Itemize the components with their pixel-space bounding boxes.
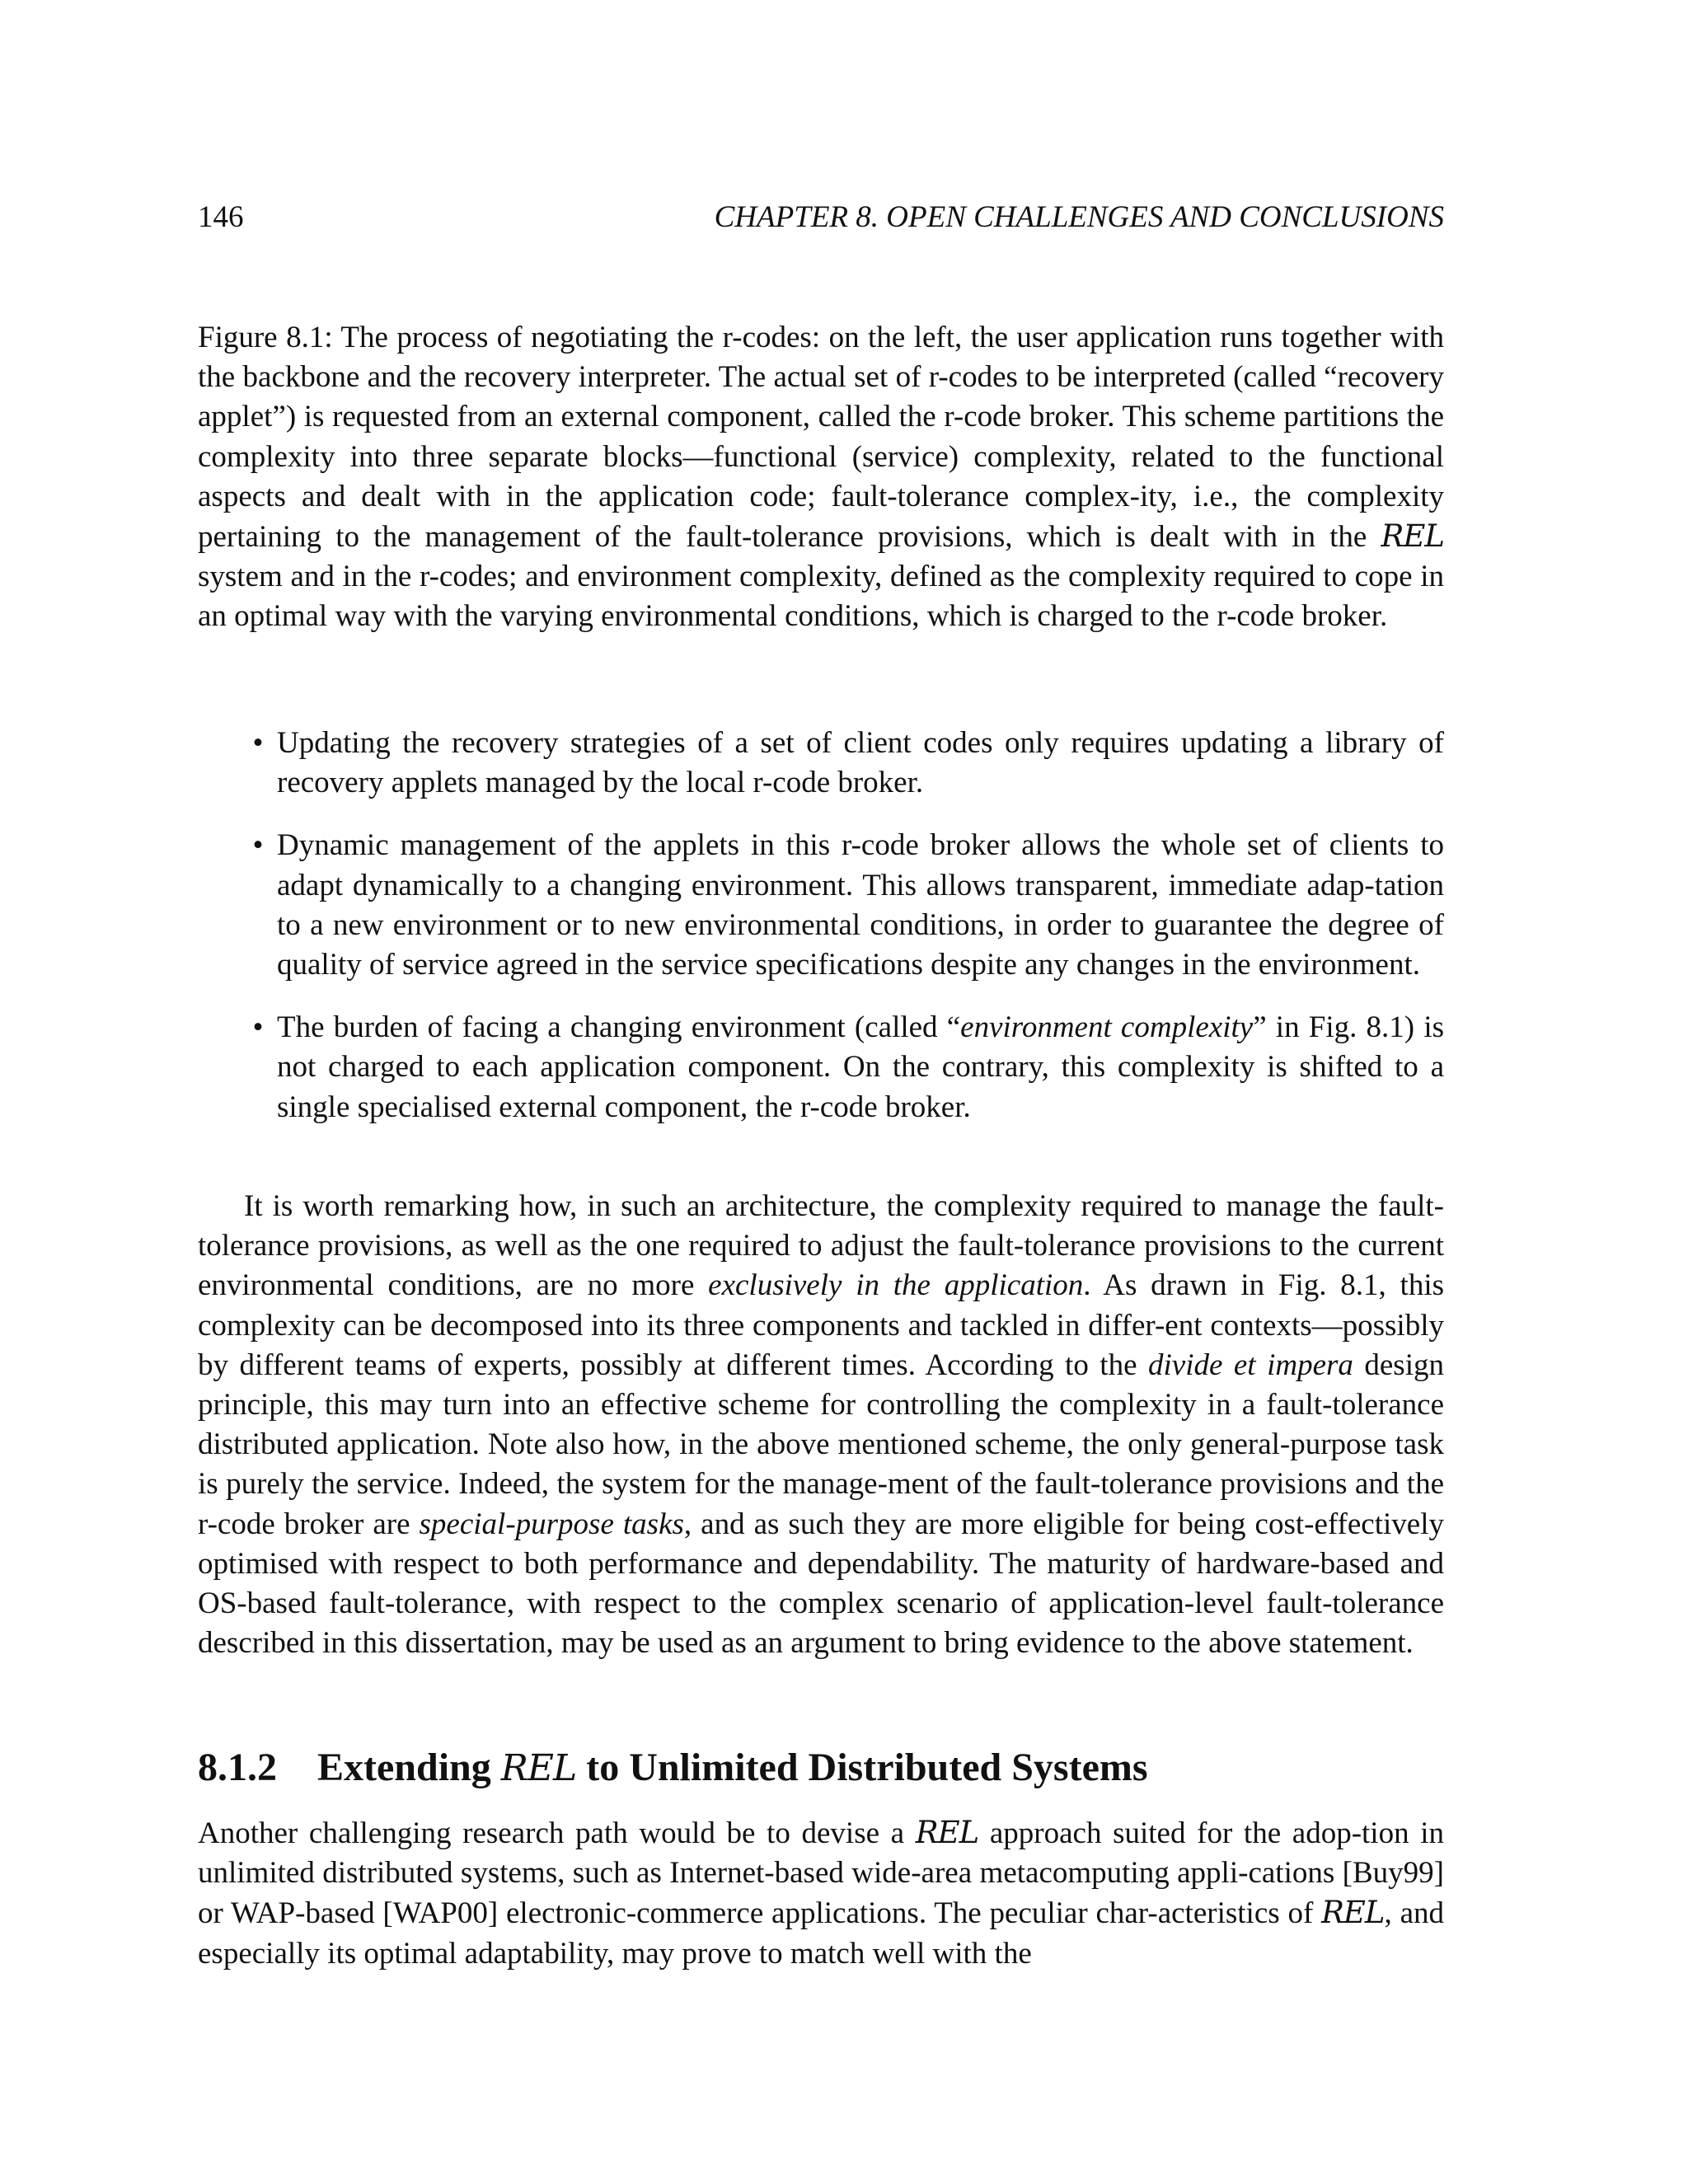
paragraph-emphasis: exclusively in the application bbox=[708, 1268, 1084, 1303]
running-header bbox=[198, 198, 1444, 237]
rel-logo: REL bbox=[1381, 518, 1444, 555]
bullet-icon: • bbox=[252, 828, 264, 863]
document-page bbox=[198, 0, 1444, 2184]
rel-logo: REL bbox=[915, 1815, 979, 1850]
list-item-emphasis: environment complexity bbox=[960, 1010, 1254, 1045]
page-number: 146 bbox=[198, 200, 244, 234]
section-number: 8.1.2 bbox=[198, 1746, 277, 1789]
paragraph-emphasis: special-purpose tasks bbox=[419, 1507, 684, 1541]
figure-caption bbox=[198, 318, 1444, 637]
list-item-text: Dynamic management of the applets in this r-code broker allows the whole set of clients to adapt dynamically to a changing environment. This allows transparent, immediate adap-tation to a new environment or to new environmental conditions, in order to guarantee the degree of quality of service agreed in the service specifications despite any changes in the environment. bbox=[277, 828, 1444, 982]
section-title-before: Extending bbox=[317, 1746, 501, 1789]
paragraph-text: design principle, this may turn into an effective scheme for controlling the complexity in a fault-tolerance distributed application. Note also how, in the above mentioned scheme, the only general-purpose task is purely the service. Indeed, the system for the manage-ment of the fault-tolerance provisions and the r-code broker are bbox=[198, 1347, 1444, 1541]
paragraph-text: approach suited for the adop-tion in unlimited distributed systems, such as Internet-based wide-area metacomputing appli-cations [Buy99] or WAP-based [WAP00] electronic-commerce applications. The peculiar char-acteristics of bbox=[198, 1816, 1444, 1931]
chapter-title: CHAPTER 8. OPEN CHALLENGES AND CONCLUSIONS bbox=[714, 200, 1444, 234]
bullet-list bbox=[198, 724, 1444, 1151]
rel-logo: REL bbox=[1321, 1895, 1385, 1931]
section-title-after: to Unlimited Distributed Systems bbox=[576, 1746, 1148, 1789]
bullet-icon: • bbox=[252, 726, 264, 760]
body-paragraph bbox=[198, 1187, 1444, 1663]
paragraph-text: Another challenging research path would be to devise a bbox=[198, 1816, 916, 1850]
paragraph-text: , and as such they are more eligible for being cost-effectively optimised with respect to both performance and dependability. The maturity of hardware-based and OS-based fault-tolerance, with respect to the complex scenario of application-level fault-tolerance described in this dissertation, may be used as an argument to bring evidence to the above statement. bbox=[198, 1507, 1444, 1661]
list-item bbox=[198, 724, 1444, 803]
list-item bbox=[198, 826, 1444, 985]
caption-text-part-1: Figure 8.1: The process of negotiating the r-codes: on the left, the user application runs together with the backbone and the recovery interpreter. The actual set of r-codes to be interpreted (called “recovery applet”) is requested from an external component, called the r-code broker. This scheme partitions the complexity into three separate blocks—functional (service) complexity, related to the functional aspects and dealt with in the application code; fault-tolerance complex-ity, i.e., the complexity pertaining to the management of the fault-tolerance provisions, which is dealt with in the bbox=[198, 321, 1444, 555]
paragraph-text: It is worth remarking how, in such an architecture, the complexity required to manage the fault-tolerance provisions, as well as the one required to adjust the fault-tolerance provisions to the current environmental conditions, are no more bbox=[198, 1189, 1444, 1303]
list-item-text-before: The burden of facing a changing environment (called “ bbox=[277, 1010, 961, 1045]
paragraph-text: . As drawn in Fig. 8.1, this complexity can be decomposed into its three components and tackled in differ-ent contexts—possibly by different teams of experts, possibly at different times. According to the bbox=[198, 1268, 1445, 1382]
paragraph-emphasis: divide et impera bbox=[1148, 1347, 1353, 1382]
rel-logo: REL bbox=[500, 1747, 577, 1789]
section-paragraph bbox=[198, 1813, 1444, 1974]
list-item-text: Updating the recovery strategies of a set of client codes only requires updating a library of recovery applets managed by the local r-code broker. bbox=[277, 726, 1444, 800]
list-item-text-after: ” in Fig. 8.1) is not charged to each application component. On the contrary, this complexity is shifted to a single specialised external component, the r-code broker. bbox=[277, 1010, 1444, 1124]
paragraph-text: , and especially its optimal adaptability, may prove to match well with the bbox=[198, 1896, 1444, 1971]
section-heading bbox=[198, 1743, 1444, 1793]
caption-text-part-2: system and in the r-codes; and environment complexity, defined as the complexity required to cope in an optimal way with the varying environmental conditions, which is charged to the r-code broker. bbox=[198, 560, 1444, 634]
list-item bbox=[198, 1008, 1444, 1127]
bullet-icon: • bbox=[252, 1010, 264, 1045]
